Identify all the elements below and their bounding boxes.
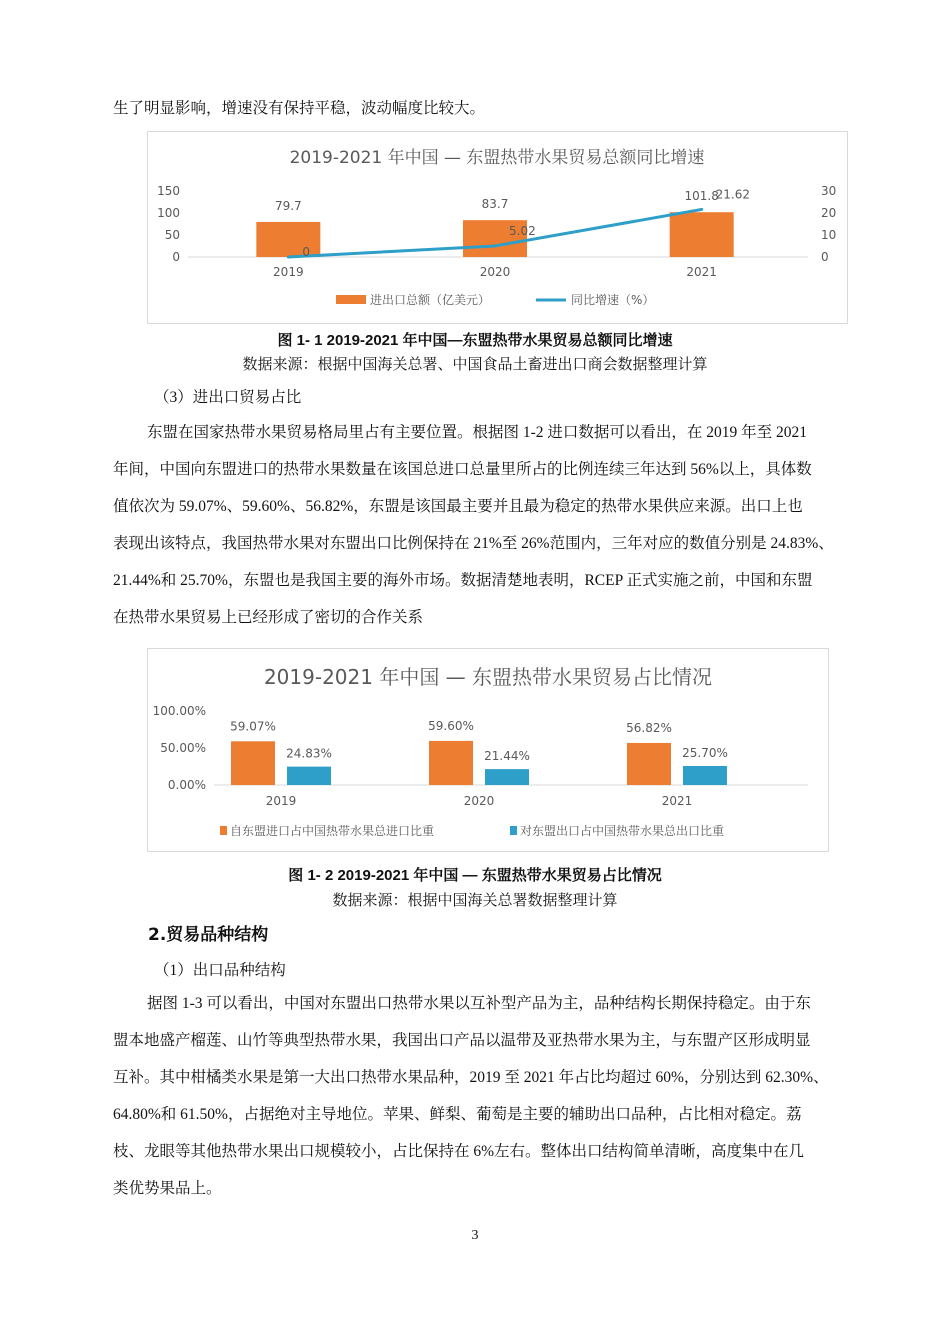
line-point (700, 208, 703, 211)
section-heading: 2.贸易品种结构 (148, 925, 269, 945)
y-tick-label-right: 10 (821, 228, 837, 242)
bar-data-label: 24.83% (286, 746, 332, 761)
chart-2-svg (148, 649, 828, 851)
bar-2019 (256, 222, 320, 257)
chart-title: 2019-2021 年中国 — 东盟热带水果贸易占比情况 (263, 665, 713, 689)
subsection-title: （1）出口品种结构 (154, 962, 286, 979)
legend-label: 自东盟进口占中国热带水果总进口比重 (230, 824, 435, 838)
bar-2021-series-1 (683, 766, 727, 785)
paragraph-2 (113, 985, 835, 1207)
text-line: 盟本地盛产榴莲、山竹等典型热带水果，我国出口产品以温带及亚热带水果为主，与东盟产区形成明显 (113, 1032, 811, 1049)
y-tick-label-right: 20 (821, 206, 837, 220)
figure-2-caption: 图 1- 2 2019-2021 年中国 — 东盟热带水果贸易占比情况 (288, 867, 662, 884)
line-data-label: 21.62 (715, 187, 751, 202)
text-line: 64.80%和 61.50%，占据绝对主导地位。苹果、鲜梨、葡萄是主要的辅助出口品种，占比相对稳定。荔 (113, 1106, 802, 1123)
line-point (287, 256, 290, 259)
text-line: 类优势果品上。 (113, 1180, 222, 1197)
y-tick-label-left: 150 (157, 184, 180, 198)
line-data-label: 5.02 (509, 223, 536, 238)
chart-1-svg (148, 132, 847, 323)
chart-1-container (147, 131, 848, 324)
x-tick-label: 2019 (273, 265, 304, 279)
figure-2-source: 数据来源：根据中国海关总署数据整理计算 (332, 891, 618, 909)
bar-2021 (670, 212, 734, 257)
text-line: 在热带水果贸易上已经形成了密切的合作关系 (113, 609, 424, 626)
bar-2019-series-1 (287, 767, 331, 785)
y-tick-label-right: 0 (821, 250, 829, 264)
text-line: 据图 1-3 可以看出，中国对东盟出口热带水果以互补型产品为主，品种结构长期保持稳定。由于东 (147, 995, 811, 1012)
bar-2020-series-1 (485, 769, 529, 785)
bar-data-label: 101.8 (684, 189, 719, 204)
paragraph-1 (113, 414, 835, 636)
text-line: 生了明显影响，增速没有保持平稳，波动幅度比较大。 (113, 100, 486, 117)
y-tick-label: 100.00% (152, 704, 206, 718)
text-line: 枝、龙眼等其他热带水果出口规模较小，占比保持在 6%左右。整体出口结构简单清晰，高度集中在几 (113, 1143, 805, 1160)
chart-2-container (147, 648, 829, 852)
figure-1-source: 数据来源：根据中国海关总署、中国食品土畜进出口商会数据整理计算 (242, 355, 708, 373)
bar-2021-series-0 (627, 743, 671, 785)
x-tick-label: 2020 (479, 265, 511, 279)
legend-swatch (220, 826, 227, 835)
legend-label: 进出口总额（亿美元） (370, 293, 491, 307)
line-point (494, 244, 497, 247)
section-3-title: （3）进出口贸易占比 (154, 389, 302, 406)
bar-2020-series-0 (429, 741, 473, 785)
bar-data-label: 79.7 (274, 198, 302, 213)
text-line: 表现出该特点，我国热带水果对东盟出口比例保持在 21%至 26%范围内，三年对应的数值分别是 24.83%、 (113, 535, 834, 552)
figure-1-caption: 图 1- 1 2019-2021 年中国—东盟热带水果贸易总额同比增速 (277, 332, 673, 349)
text-line: 年间，中国向东盟进口的热带水果数量在该国总进口总量里所占的比例连续三年达到 56%以上，具体数 (113, 461, 812, 478)
y-tick-label-left: 50 (164, 228, 180, 242)
y-tick-label: 0.00% (167, 778, 206, 792)
bar-data-label: 21.44% (484, 749, 530, 764)
legend-swatch (510, 826, 517, 835)
x-tick-label: 2019 (265, 794, 297, 808)
line-data-label: 0 (302, 245, 310, 259)
legend-swatch-bar (336, 295, 366, 304)
bar-data-label: 25.70% (682, 745, 728, 760)
y-tick-label-left: 0 (172, 250, 180, 264)
paragraph-continuation (113, 90, 835, 127)
text-line: 21.44%和 25.70%，东盟也是我国主要的海外市场。数据清楚地表明，RCEP 正式实施之前，中国和东盟 (113, 572, 813, 589)
y-tick-label-right: 30 (821, 184, 837, 198)
bar-data-label: 83.7 (481, 197, 509, 212)
bar-data-label: 59.07% (230, 719, 276, 734)
legend-label: 同比增速（%） (571, 293, 655, 307)
bar-data-label: 56.82% (626, 720, 672, 735)
y-tick-label: 50.00% (160, 741, 206, 755)
legend-label: 对东盟出口占中国热带水果总出口比重 (520, 824, 725, 838)
page-number: 3 (471, 1228, 479, 1243)
y-tick-label-left: 100 (157, 206, 180, 220)
x-tick-label: 2021 (686, 265, 717, 279)
text-line: 值依次为 59.07%、59.60%、56.82%，东盟是该国最主要并且最为稳定的热带水果供应来源。出口上也 (113, 498, 803, 515)
text-line: 互补。其中柑橘类水果是第一大出口热带水果品种，2019 至 2021 年占比均超过 60%，分别达到 62.30%、 (113, 1069, 829, 1086)
bar-data-label: 59.60% (428, 718, 474, 733)
bar-2019-series-0 (231, 741, 275, 785)
x-tick-label: 2020 (463, 794, 495, 808)
x-tick-label: 2021 (661, 794, 693, 808)
chart-title: 2019-2021 年中国 — 东盟热带水果贸易总额同比增速 (289, 148, 705, 168)
text-line: 东盟在国家热带水果贸易格局里占有主要位置。根据图 1-2 进口数据可以看出，在 2019 年至 2021 (147, 424, 808, 441)
